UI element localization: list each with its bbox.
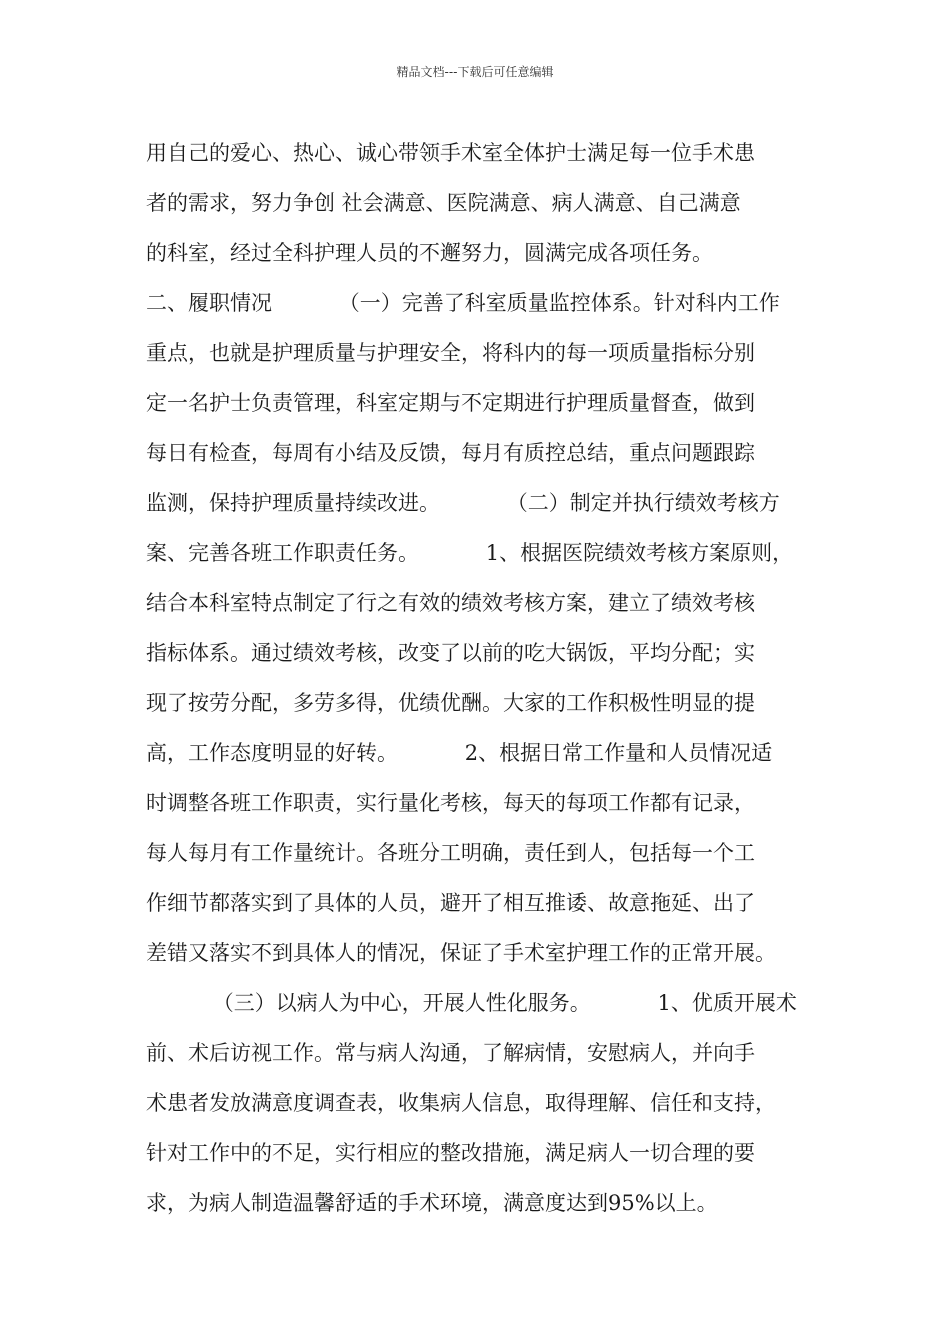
text-line: 的科室，经过全科护理人员的不邂努力，圆满完成各项任务。 xyxy=(146,241,713,265)
text-line: 每日有检查，每周有小结及反馈，每月有质控总结，重点问题跟踪 xyxy=(146,441,755,465)
text-line: 每人每月有工作量统计。各班分工明确，责任到人，包括每一个工 xyxy=(146,841,755,865)
text-line: 者的需求，努力争创 社会满意、医院满意、病人满意、自己满意 xyxy=(146,191,741,215)
text-line: 结合本科室特点制定了行之有效的绩效考核方案，建立了绩效考核 xyxy=(146,591,755,615)
page-header: 精品文档---下载后可任意编辑 xyxy=(396,65,554,79)
text-line: 时调整各班工作职责，实行量化考核，每天的每项工作都有记录， xyxy=(146,791,755,815)
text-line: 二、履职情况 （一）完善了科室质量监控体系。针对科内工作 xyxy=(146,291,780,315)
text-line: 用自己的爱心、热心、诚心带领手术室全体护士满足每一位手术患 xyxy=(146,141,755,165)
text-line: 差错又落实不到具体人的情况，保证了手术室护理工作的正常开展。 xyxy=(146,941,776,965)
text-line: 定一名护士负责管理，科室定期与不定期进行护理质量督查，做到 xyxy=(146,391,755,415)
text-line: 针对工作中的不足，实行相应的整改措施，满足病人一切合理的要 xyxy=(146,1141,755,1165)
text-line: 监测，保持护理质量持续改进。 （二）制定并执行绩效考核方 xyxy=(146,491,780,515)
text-line: 重点，也就是护理质量与护理安全，将科内的每一项质量指标分别 xyxy=(146,341,755,365)
text-line: 求，为病人制造温馨舒适的手术环境，满意度达到95%以上。 xyxy=(146,1191,718,1215)
text-line: 前、术后访视工作。常与病人沟通，了解病情，安慰病人，并向手 xyxy=(146,1041,755,1065)
text-line: 现了按劳分配，多劳多得，优绩优酬。大家的工作积极性明显的提 xyxy=(146,691,755,715)
text-line: 案、完善各班工作职责任务。 1、根据医院绩效考核方案原则， xyxy=(146,541,794,565)
text-line: （三）以病人为中心，开展人性化服务。 1、优质开展术 xyxy=(146,991,797,1015)
document-body xyxy=(146,128,836,1228)
text-line: 高，工作态度明显的好转。 2、根据日常工作量和人员情况适 xyxy=(146,741,773,765)
text-line: 术患者发放满意度调查表，收集病人信息，取得理解、信任和支持， xyxy=(146,1091,776,1115)
text-line: 指标体系。通过绩效考核，改变了以前的吃大锅饭，平均分配；实 xyxy=(146,641,755,665)
text-line: 作细节都落实到了具体的人员，避开了相互推诿、故意拖延、出了 xyxy=(146,891,755,915)
